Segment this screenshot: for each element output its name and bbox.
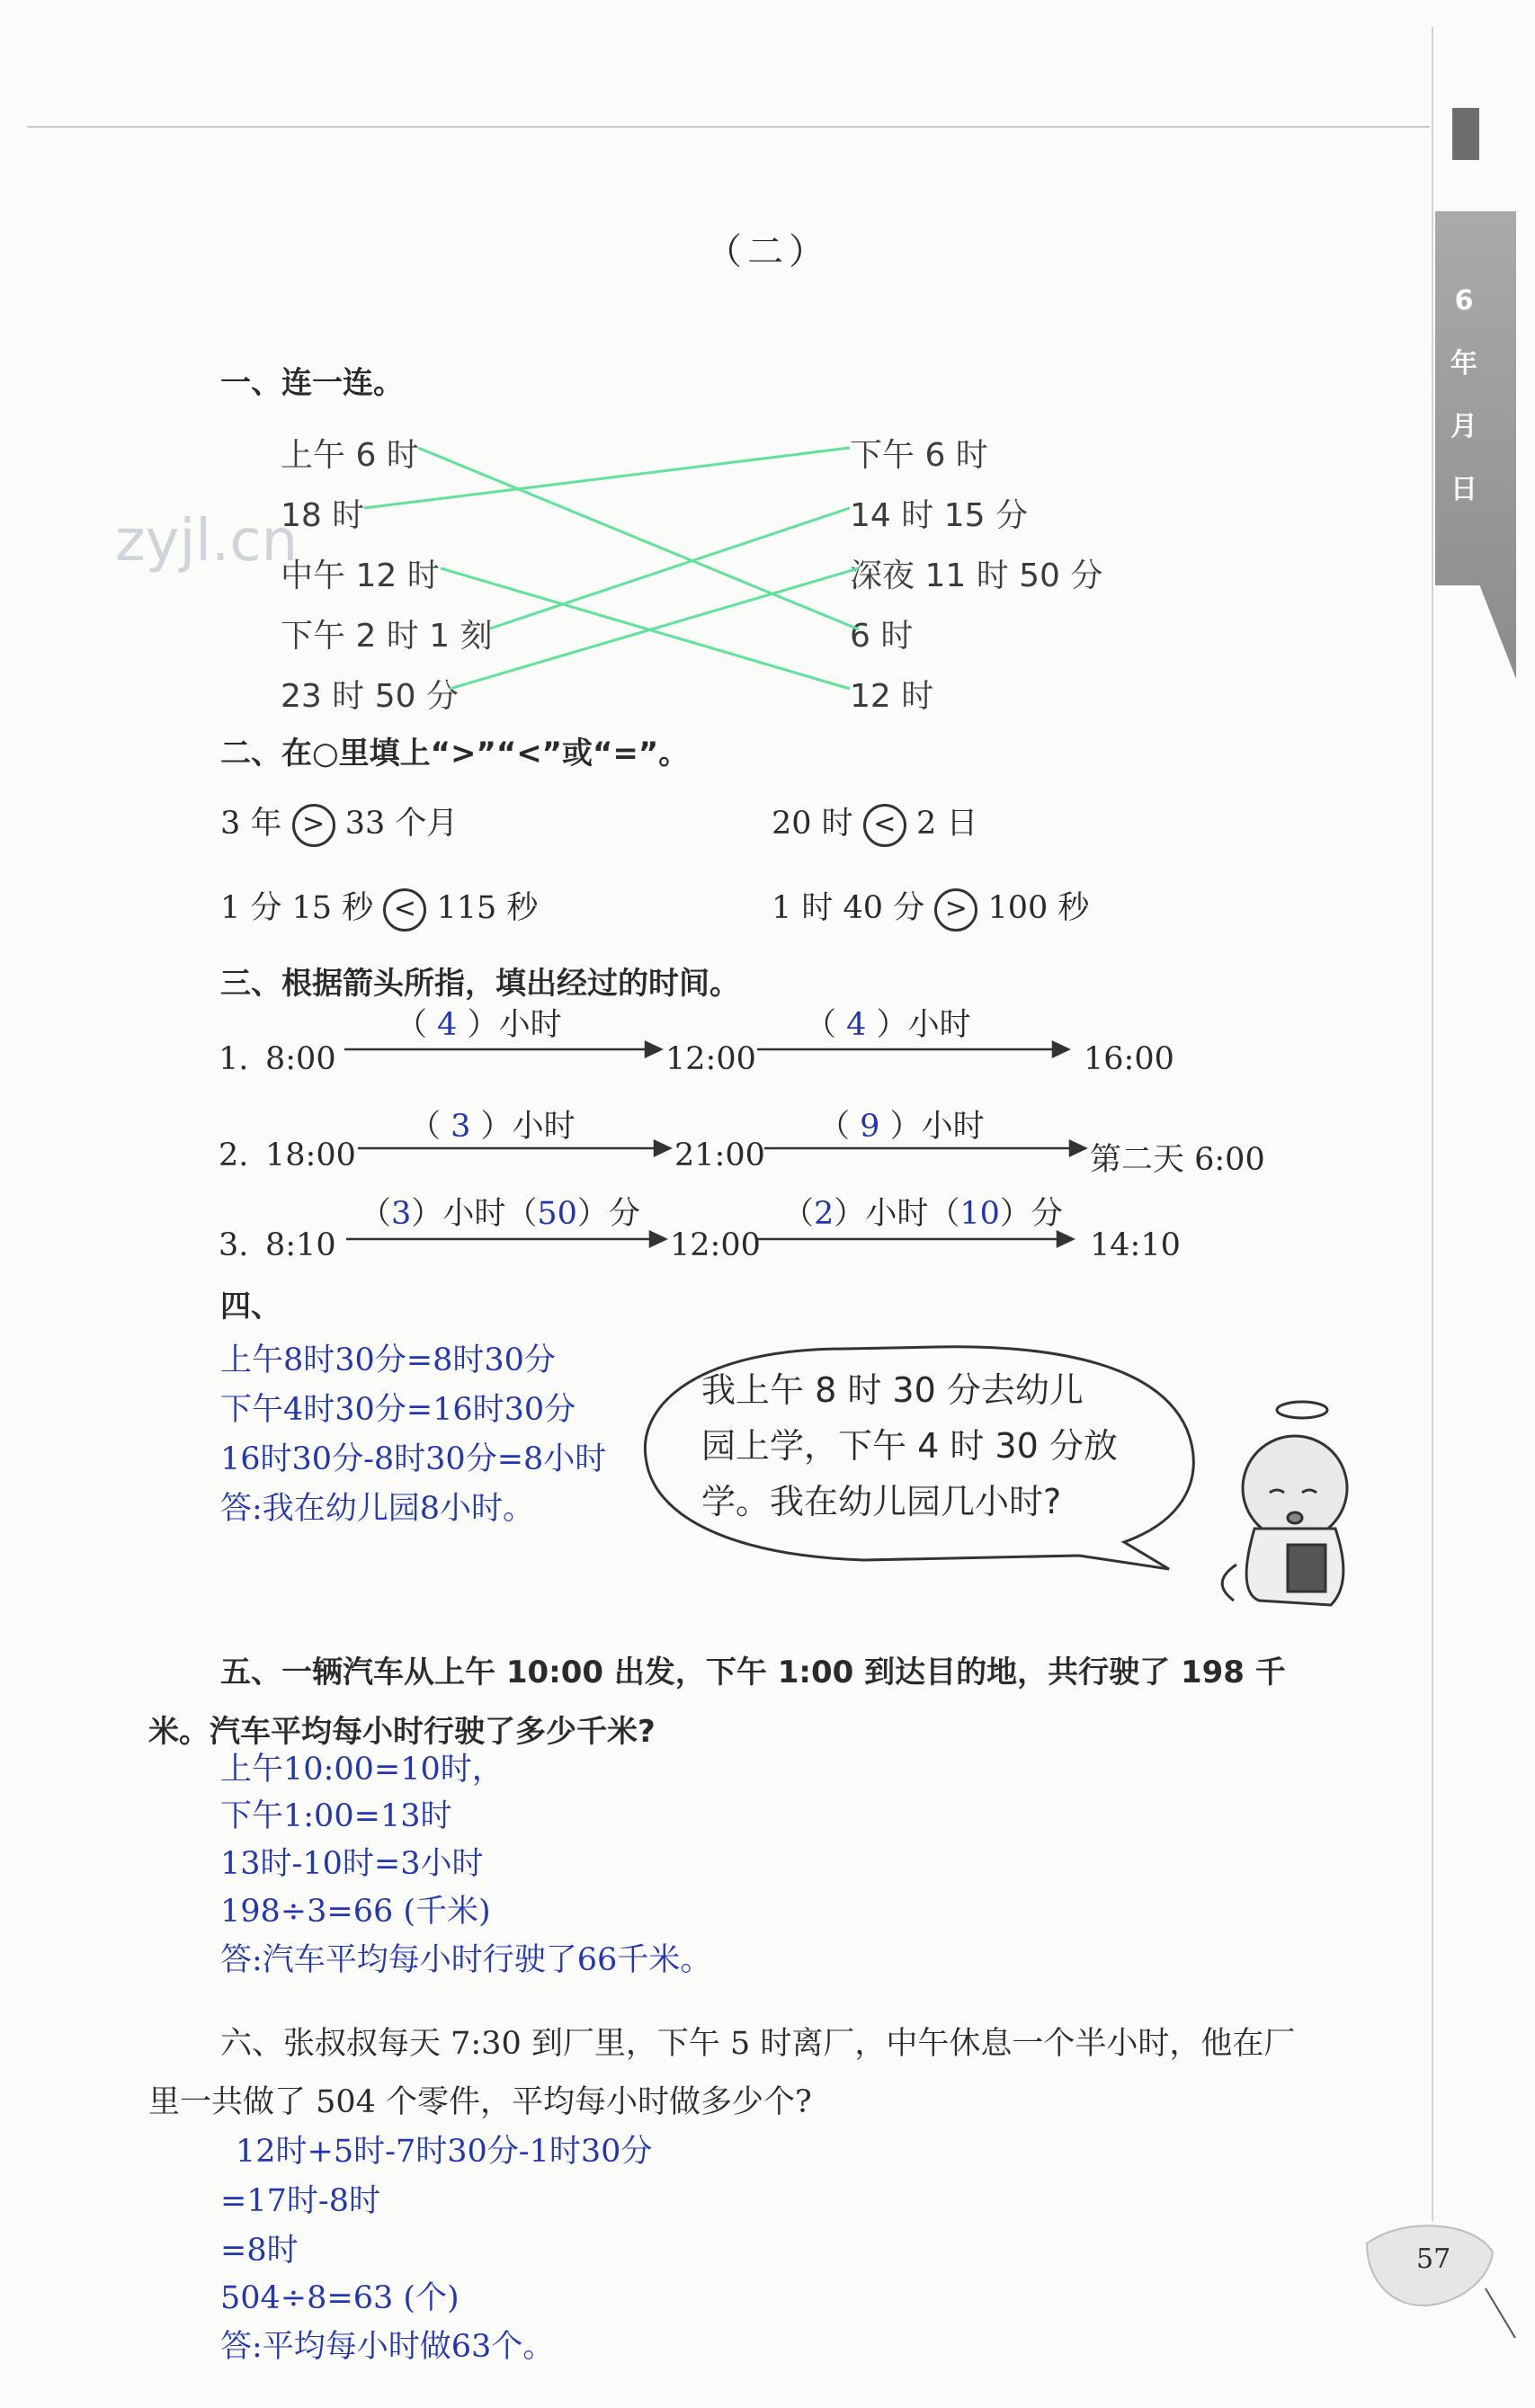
q3-row2-mid: 21:00 (674, 1137, 765, 1173)
unit-hour: 小时 (907, 1007, 971, 1043)
q3-row1-label-b: （ 4 ）小时 (805, 1007, 971, 1043)
q1-left-3[interactable]: 中午 12 时 (281, 557, 440, 594)
unit-hour: 小时 (498, 1007, 562, 1043)
q3-row2-answer-a[interactable]: 3 (451, 1109, 471, 1145)
baby-book (1288, 1545, 1325, 1592)
arrowhead-3a (650, 1232, 665, 1246)
arrowhead-1b (1053, 1042, 1068, 1057)
baby-wing (1222, 1565, 1236, 1601)
bubble-line-3: 学。我在幼儿园几小时? (701, 1482, 1062, 1521)
speech-bubble-text (701, 1362, 1118, 1530)
q3-row1-mid: 12:00 (665, 1041, 756, 1077)
q6-answer-line-4: 504÷8=63 (个) (220, 2280, 460, 2316)
q5-question-line-1: 五、一辆汽车从上午 10:00 出发，下午 1:00 到达目的地，共行驶了 198 千 (220, 1654, 1286, 1690)
q3-row2-label-a: （ 3 ）小时 (409, 1109, 576, 1145)
q1-heading: 一、连一连。 (220, 365, 404, 401)
angel-baby-illustration (1222, 1402, 1347, 1605)
q3-row1-num: 1. (219, 1041, 249, 1077)
page-number: 57 (1416, 2243, 1451, 2275)
q6-answer-line-2: =17时-8时 (220, 2183, 380, 2219)
q2-item-4 (772, 883, 1089, 932)
q3-row2-answer-b[interactable]: 9 (860, 1109, 880, 1145)
q6-question-line-1: 六、张叔叔每天 7:30 到厂里，下午 5 时离厂，中午休息一个半小时，他在厂 (220, 2026, 1296, 2062)
q3-row2-end: 第二天 6:00 (1090, 1142, 1265, 1178)
q2-item-4-left: 1 时 40 分 (772, 890, 925, 926)
page-leaf-stem (1486, 2288, 1515, 2338)
section-title: （二） (706, 231, 830, 272)
q1-right-4[interactable]: 6 时 (850, 618, 914, 655)
q2-item-2-right: 2 日 (915, 806, 978, 842)
q2-item-3-circle[interactable]: < (383, 888, 426, 932)
match-line-5 (450, 568, 859, 689)
q2-item-3 (220, 883, 538, 932)
q6-question-line-2: 里一共做了 504 个零件，平均每小时做多少个? (148, 2084, 812, 2120)
q3-row1-label-a: （ 4 ）小时 (396, 1007, 562, 1043)
unit-hour: 小时 (865, 1196, 929, 1232)
q1-right-3[interactable]: 深夜 11 时 50 分 (850, 557, 1103, 594)
q1-left-5[interactable]: 23 时 50 分 (281, 678, 459, 715)
watermark: zyjl.cn (115, 508, 299, 575)
q1-left-1[interactable]: 上午 6 时 (281, 437, 419, 474)
q3-row3-label-a: （3）小时（50）分 (360, 1196, 640, 1232)
q2-item-2-circle[interactable]: < (863, 804, 906, 847)
q2-item-2 (772, 798, 977, 847)
q5-answer-line-1: 上午10:00=10时， (220, 1752, 504, 1788)
q3-row3-label-b: （2）小时（10）分 (782, 1196, 1063, 1232)
q2-item-1 (220, 798, 458, 847)
q1-right-2[interactable]: 14 时 15 分 (850, 497, 1028, 534)
q3-heading: 三、根据箭头所指，填出经过的时间。 (220, 966, 740, 1002)
q3-row3-answer-a-hour[interactable]: 3 (391, 1196, 412, 1232)
q3-row2-num: 2. (219, 1137, 249, 1173)
q3-row1-start: 8:00 (265, 1041, 336, 1077)
q2-item-1-left: 3 年 (220, 806, 282, 842)
q5-question-line-2: 米。汽车平均每小时行驶了多少千米? (148, 1714, 656, 1750)
q4-answer-line-3: 16时30分-8时30分=8小时 (220, 1441, 607, 1477)
q6-answer-line-3: =8时 (220, 2233, 299, 2269)
q3-row3-mid: 12:00 (670, 1227, 761, 1263)
q1-right-5[interactable]: 12 时 (850, 678, 934, 715)
match-line-3 (441, 568, 850, 689)
arrowhead-3b (1058, 1232, 1073, 1246)
q2-heading: 二、在○里填上“>”“<”或“=”。 (220, 736, 690, 771)
bubble-line-1: 我上午 8 时 30 分去幼儿 (701, 1370, 1084, 1410)
q3-row3-answer-a-min[interactable]: 50 (537, 1196, 577, 1232)
arrowhead-2b (1070, 1141, 1085, 1155)
q5-answer-line-4: 198÷3=66 (千米) (220, 1894, 491, 1930)
q3-row1-answer-a[interactable]: 4 (437, 1007, 458, 1043)
arrowhead-1a (646, 1042, 661, 1057)
q2-item-1-right: 33 个月 (344, 806, 459, 842)
arrowhead-2a (655, 1141, 670, 1155)
q4-answer-line-2: 下午4时30分=16时30分 (220, 1392, 576, 1428)
side-tab-year: 年 (1450, 348, 1477, 379)
baby-mouth (1288, 1512, 1302, 1523)
q5-answer-line-3: 13时-10时=3小时 (220, 1846, 484, 1882)
q3-row3-answer-b-min[interactable]: 10 (959, 1196, 1000, 1232)
q1-right-1[interactable]: 下午 6 时 (850, 437, 988, 474)
unit-hour: 小时 (512, 1109, 576, 1145)
q5-answer-line-2: 下午1:00=13时 (220, 1798, 452, 1834)
q4-heading: 四、 (220, 1289, 281, 1324)
q3-row3-num: 3. (219, 1227, 249, 1263)
q3-row2-label-b: （ 9 ）小时 (818, 1109, 985, 1145)
q2-item-2-left: 20 时 (772, 806, 853, 842)
q4-answer-line-4: 答:我在幼儿园8小时。 (220, 1491, 535, 1527)
side-tab-day: 日 (1450, 474, 1477, 505)
q6-answer-line-1: 12时+5时-7时30分-1时30分 (236, 2134, 653, 2170)
q1-left-2[interactable]: 18 时 (281, 497, 365, 534)
q2-item-1-circle[interactable]: > (292, 804, 335, 847)
unit-min: 分 (1031, 1196, 1063, 1232)
q3-row1-end: 16:00 (1084, 1041, 1174, 1077)
q4-answer-line-1: 上午8时30分=8时30分 (220, 1342, 556, 1378)
unit-hour: 小时 (921, 1109, 985, 1145)
side-tab-month: 月 (1450, 411, 1477, 442)
bubble-line-2: 园上学，下午 4 时 30 分放 (701, 1426, 1118, 1466)
side-tab-grade: 6 (1454, 285, 1474, 317)
baby-head (1243, 1436, 1347, 1540)
q2-item-4-right: 100 秒 (987, 890, 1090, 926)
q3-row3-end: 14:10 (1090, 1227, 1181, 1263)
q2-item-4-circle[interactable]: > (934, 888, 977, 932)
q3-row1-answer-b[interactable]: 4 (846, 1007, 867, 1043)
q2-item-3-right: 115 秒 (436, 890, 539, 926)
q1-left-4[interactable]: 下午 2 时 1 刻 (281, 618, 493, 655)
q6-answer-line-5: 答:平均每小时做63个。 (220, 2329, 555, 2365)
q3-row3-answer-b-hour[interactable]: 2 (814, 1196, 834, 1232)
q2-item-3-left: 1 分 15 秒 (220, 890, 374, 926)
unit-min: 分 (608, 1196, 640, 1232)
q5-answer-line-5: 答:汽车平均每小时行驶了66千米。 (220, 1942, 712, 1978)
match-line-4 (490, 508, 850, 629)
unit-hour: 小时 (442, 1196, 506, 1232)
halo (1277, 1402, 1327, 1418)
q3-row3-start: 8:10 (265, 1227, 336, 1263)
q3-row2-start: 18:00 (265, 1137, 356, 1173)
